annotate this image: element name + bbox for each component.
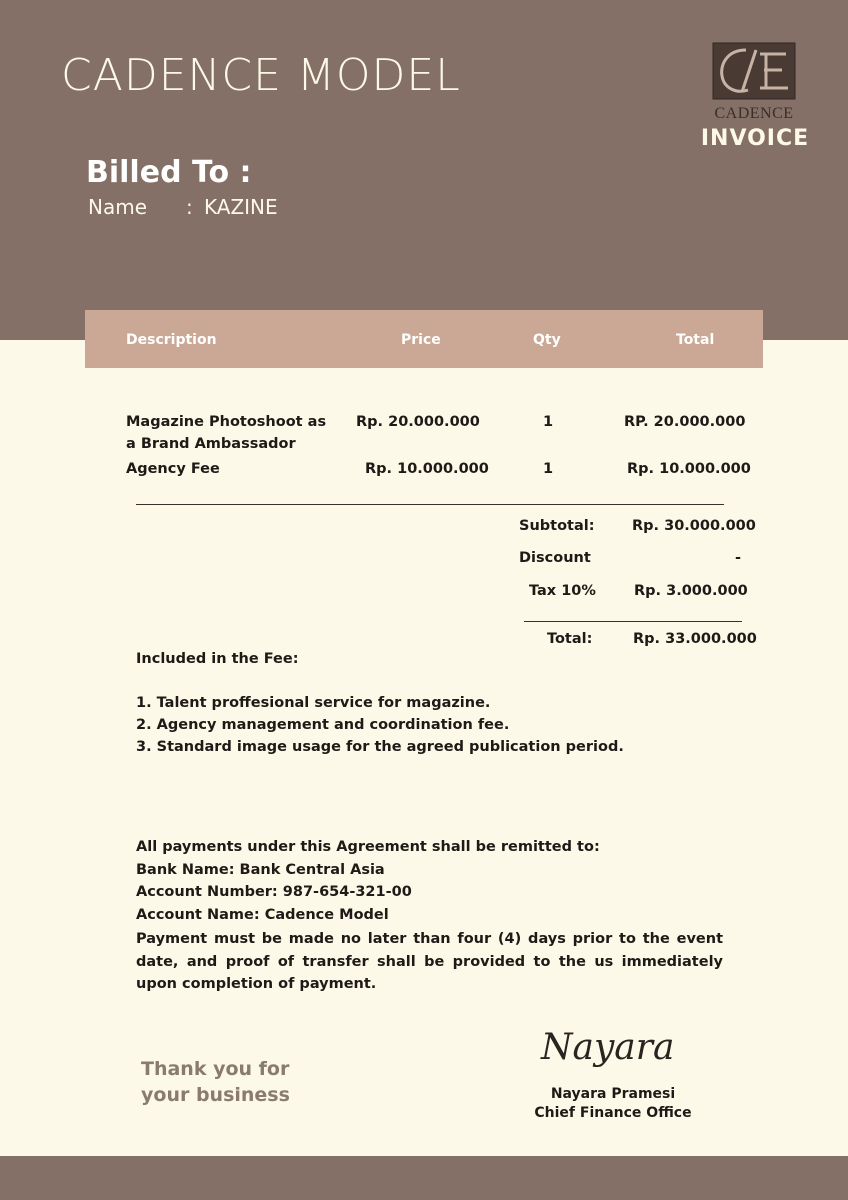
- bank-name: Bank Name: Bank Central Asia: [136, 862, 385, 878]
- subtotal-value: Rp. 30.000.000: [632, 518, 756, 534]
- row-2-total: Rp. 10.000.000: [627, 461, 751, 477]
- signature-image: [535, 1015, 695, 1085]
- document-title: INVOICE: [700, 126, 810, 151]
- row-1-description-line-2: a Brand Ambassador: [126, 436, 296, 452]
- row-1-price: Rp. 20.000.000: [356, 414, 480, 430]
- discount-value: -: [735, 550, 742, 566]
- row-1-description-line-1: Magazine Photoshoot as: [126, 414, 327, 430]
- billed-to-heading: Billed To :: [86, 155, 252, 190]
- included-item: 1. Talent proffesional service for magazine.: [136, 695, 491, 711]
- included-item: 2. Agency management and coordination fee.: [136, 717, 510, 733]
- column-header-qty: Qty: [533, 332, 561, 348]
- footer-band: [0, 1156, 848, 1200]
- included-item: 3. Standard image usage for the agreed publication period.: [136, 739, 624, 755]
- billed-to-separator: :: [186, 195, 193, 219]
- billed-to-name-value: KAZINE: [204, 195, 278, 219]
- tax-label: Tax 10%: [529, 583, 596, 599]
- account-number: Account Number: 987-654-321-00: [136, 884, 412, 900]
- payment-terms: Payment must be made no later than four (4) days prior to the event date, and proof of transfer shall be provided to the us immediately upon completion of payment.: [136, 931, 723, 992]
- payment-intro: All payments under this Agreement shall be remitted to:: [136, 839, 600, 855]
- subtotal-label: Subtotal:: [519, 518, 595, 534]
- total-value: Rp. 33.000.000: [633, 631, 757, 647]
- row-2-description-line-1: Agency Fee: [126, 461, 220, 477]
- thank-you-line-2: your business: [141, 1084, 290, 1106]
- total-label: Total:: [547, 631, 593, 647]
- column-header-description: Description: [126, 332, 217, 348]
- table-divider: [136, 504, 724, 505]
- signature-script: Nayara: [541, 1027, 675, 1068]
- billed-to-name-label: Name: [88, 195, 148, 219]
- row-1-total: RP. 20.000.000: [624, 414, 746, 430]
- included-heading: Included in the Fee:: [136, 651, 299, 667]
- column-header-price: Price: [401, 332, 441, 348]
- column-header-total: Total: [676, 332, 715, 348]
- account-name: Account Name: Cadence Model: [136, 907, 389, 923]
- signer-name: Nayara Pramesi: [550, 1086, 676, 1102]
- row-2-qty: 1: [543, 461, 554, 477]
- discount-label: Discount: [519, 550, 591, 566]
- row-1-qty: 1: [543, 414, 554, 430]
- tax-value: Rp. 3.000.000: [634, 583, 748, 599]
- company-name: CADENCE MODEL: [61, 50, 461, 101]
- row-2-price: Rp. 10.000.000: [365, 461, 489, 477]
- logo-wordmark: CADENCE: [714, 105, 794, 122]
- cadence-logo-icon: [712, 42, 796, 100]
- total-divider: [524, 621, 742, 622]
- signer-title: Chief Finance Office: [534, 1105, 692, 1121]
- thank-you-line-1: Thank you for: [141, 1058, 290, 1080]
